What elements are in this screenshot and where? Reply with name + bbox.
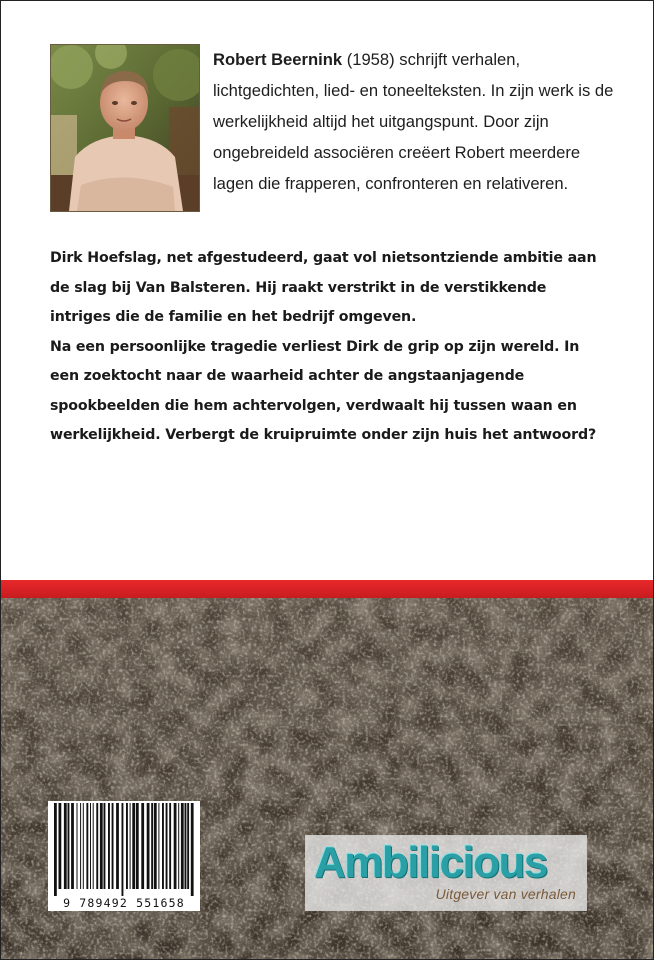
barcode-bar [136,803,139,889]
barcode-bar [126,803,128,889]
barcode-bar [100,803,103,889]
barcode-bar [108,803,110,889]
barcode-bar [141,803,144,889]
barcode-bars [48,801,200,897]
author-name: Robert Beernink [213,50,343,69]
barcode-bar [71,803,74,889]
barcode-bar [104,803,106,889]
publisher-tagline: Uitgever van verhalen [435,886,576,902]
synopsis-paragraph-2: Na een persoonlijke tragedie verliest Dirk de grip op zijn wereld. In een zoektocht naar de waarheid achter de angstaanjagende spookbeelden die hem achtervolgen, verdwaalt hij tussen waan en werkelijkheid. Verbergt de kruipruimte onder zijn huis het antwoord? [50,338,597,443]
isbn-barcode [48,801,200,911]
barcode-bar [181,803,184,889]
red-band [0,580,654,598]
barcode-bar [90,803,91,889]
barcode-bar [130,803,131,889]
synopsis [50,244,610,451]
barcode-bar [112,803,114,889]
barcode-bar [158,803,159,889]
barcode-bar [166,803,168,889]
barcode-bar [132,803,135,889]
barcode-bar [187,803,189,889]
isbn-number: 9 789492 551658 [48,896,200,910]
synopsis-paragraph-1: Dirk Hoefslag, net afgestudeerd, gaat vol nietsontziende ambitie aan de slag bij Van Balsteren. Hij raakt verstrikt in de verstikkende intriges die de familie en het bedrijf omgeven. [50,250,597,325]
barcode-bar [178,803,179,889]
barcode-bar [122,803,124,897]
barcode-bar [68,803,70,889]
barcode-bar [162,803,164,889]
barcode-bar [86,803,88,889]
barcode-bar [116,803,119,889]
barcode-bar [169,803,171,889]
barcode-bar [151,803,153,889]
barcode-bar [59,803,62,889]
barcode-bar [80,803,81,889]
barcode-bar [174,803,177,889]
author-bio-text: (1958) schrijft verhalen, lichtgedichten, lied- en toneelteksten. In zijn werk is de werkelijkheid altijd het uitgangspunt. Door zijn ongebreideld associëren creëert Robert meerdere lagen die frapperen, confronteren en relativeren. [213,50,614,193]
author-photo [50,44,200,212]
barcode-bar [191,803,194,897]
barcode-bar [54,803,57,897]
barcode-bar [83,803,84,889]
author-bio [213,44,623,199]
barcode-bar [154,803,157,889]
barcode-bar [93,803,94,889]
publisher-name: Ambilicious [314,838,547,887]
barcode-bar [64,803,67,889]
publisher-logo [305,835,587,911]
barcode-bar [185,803,187,889]
barcode-bar [77,803,78,889]
barcode-bar [147,803,150,889]
barcode-bar [96,803,98,889]
